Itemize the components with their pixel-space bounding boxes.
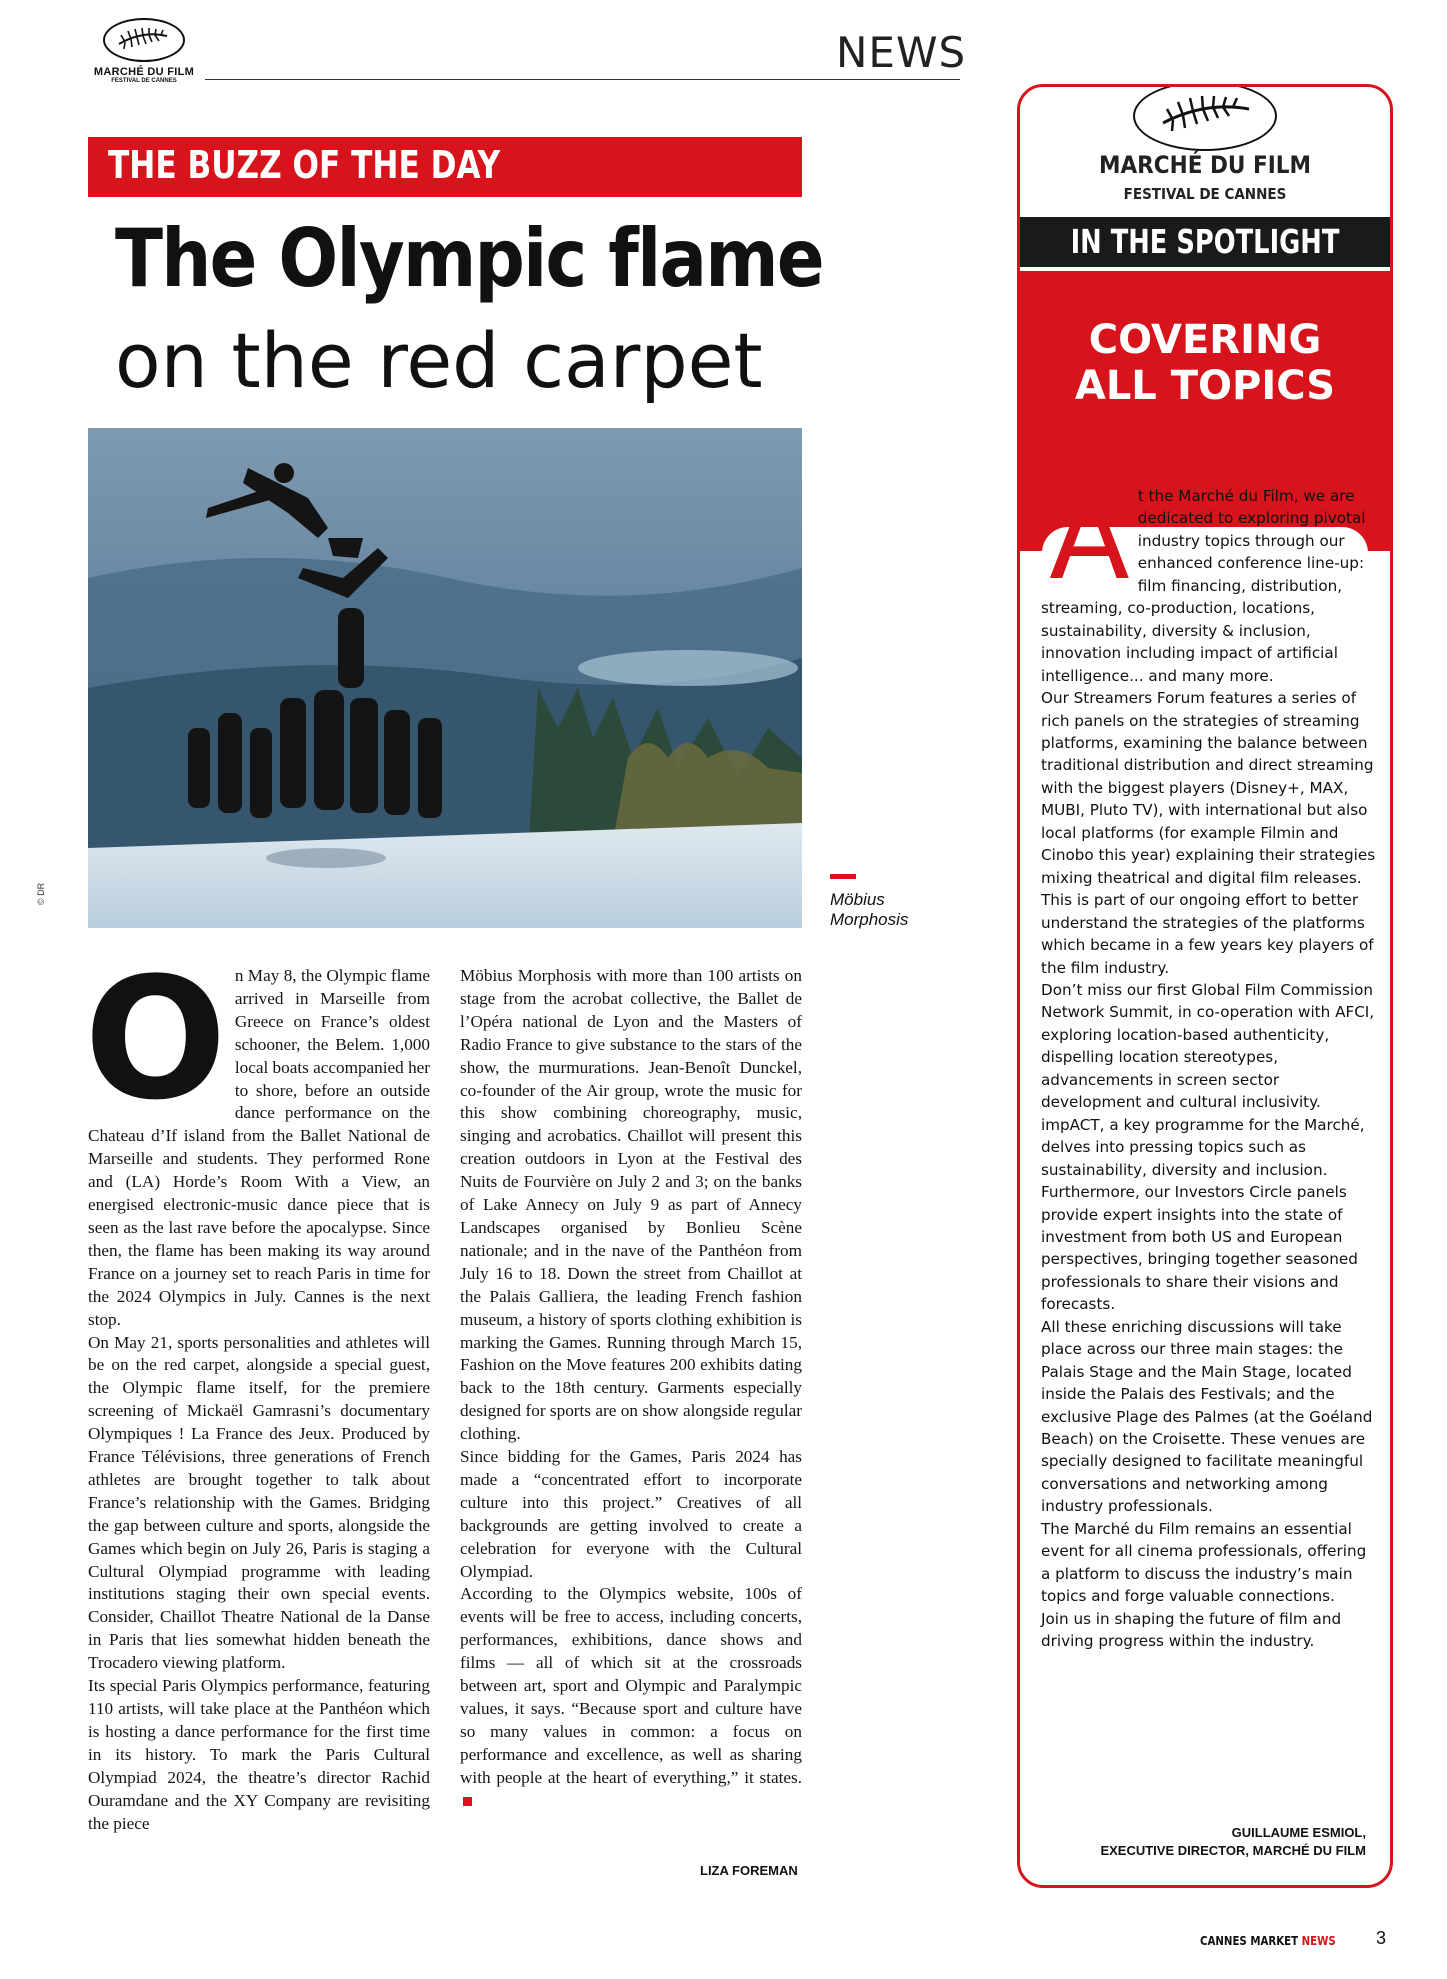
kicker-bar (88, 137, 802, 197)
logo-subtitle: FESTIVAL DE CANNES (111, 78, 177, 84)
article-paragraph: Since bidding for the Games, Paris 2024 has made a “concentrated effort to incorporate culture into this project.” Creatives of all backgrounds are getting involved to create a celebration for everyone with the Cultural Olympiad. (460, 1447, 802, 1581)
headline-secondary: on the red carpet (115, 316, 763, 405)
header-divider (205, 79, 960, 80)
sidebar-title (1020, 317, 1390, 409)
kicker-text: THE BUZZ OF THE DAY (108, 143, 501, 187)
sidebar-paragraph: Join us in shaping the future of film and driving progress within the industry. (1041, 1609, 1342, 1651)
sidebar-drop-cap: A (1049, 468, 1130, 606)
signature-name: GUILLAUME ESMIOL, (1231, 1825, 1366, 1840)
page-number: 3 (1376, 1928, 1387, 1948)
sidebar-brand: MARCHÉ DU FILM (1098, 151, 1312, 179)
section-label: NEWS (836, 28, 967, 77)
footer-publication-name: CANNES MARKET (1200, 1934, 1299, 1948)
spotlight-bar (1020, 217, 1390, 267)
sidebar-paragraph: Don’t miss our first Global Film Commission Network Summit, in co-operation with AFCI, exploring location-based authenticity, dispelling location stereotypes, advancements in screen sector development and cultural inclusivity. (1041, 980, 1375, 1112)
article-paragraph: Möbius Morphosis with more than 100 artists on stage from the acrobat collective, the Ballet de l’Opéra national de Lyon and the Masters of Radio France to give substance to the stars of the show, the murmurations. Jean-Benoît Dunckel, co-founder of the Air group, wrote the music for this show combining choreography, music, singing and acrobatics. Chaillot will present this creation outdoors in Lyon at the Festival des Nuits de Fourvière on July 2 and 3; on the banks of Lake Annecy on July 9 as part of Annecy Landscapes organised by Bonlieu Scène nationale; and in the nave of the Panthéon from July 16 to 18. Down the street from Chaillot at the Palais Galliera, the leading French fashion museum, a history of sports clothing exhibition is marking the Games. Running through March 15, Fashion on the Move features 200 exhibits dating back to the 18th century. Garments especially designed for sports are on show alongside regular clothing. (460, 966, 802, 1444)
article-paragraph: Its special Paris Olympics performance, featuring 110 artists, will take place at the Panthéon which is hosting a dance performance for the first time in its history. To mark the Paris Cultural Olympiad 2024, the theatre’s director Rachid Ouramdane and the XY Company are revisiting the piece (88, 1676, 430, 1833)
sidebar-paragraph: All these enriching discussions will take place across our three main stages: the Palais Stage and the Main Stage, located inside the Palais des Festivals; and the exclusive Plage des Palmes (at the Goéland Beach) on the Croisette. These venues are specially designed to facilitate meaningful conversations and networking among industry professionals. (1041, 1317, 1373, 1516)
article-column-2 (460, 965, 802, 1813)
article-paragraph: On May 21, sports personalities and athletes will be on the red carpet, alongside a special guest, the Olympic flame itself, for the premiere screening of Mickaël Gamrasni’s documentary Olympiques ! La France des Jeux. Produced by France Télévisions, three generations of French athletes are brought together to talk about France’s relationship with the Games. Bridging the gap between culture and sports, alongside the Games which begin on July 26, Paris is staging a Cultural Olympiad programme with leading institutions staging their own special events. Consider, Chaillot Theatre National de la Danse in Paris that lies somewhat hidden beneath the Trocadero viewing platform. (88, 1332, 430, 1673)
spotlight-label: IN THE SPOTLIGHT (1070, 222, 1340, 261)
photo-credit: © DR (36, 882, 46, 905)
end-mark-icon (463, 1797, 472, 1806)
sidebar-paragraph: impACT, a key programme for the Marché, delves into pressing topics such as sustainability, diversity and inclusion. Furthermore, our Investors Circle panels provide expert insights into the state of investment from both US and European perspectives, bringing together seasoned professionals to share their visions and forecasts. (1041, 1115, 1365, 1314)
photo-caption: Möbius Morphosis (830, 890, 909, 929)
sidebar-logo (1020, 87, 1390, 151)
sidebar-festival: FESTIVAL DE CANNES (1123, 185, 1287, 203)
palm-emblem-icon (103, 18, 185, 62)
article-paragraph: n May 8, the Olympic flame arrived in Marseille from Greece on France’s oldest schooner, the Belem. 1,000 local boats accompanied her to shore, before an outside dance performance on the Chateau d’If island from the Ballet National de Marseille and students. They performed Rone and (LA) Horde’s Room With a View, an energised electronic-music dance piece that is seen as the last rave before the apocalypse. Since then, the flame has been making its way around France on a journey set to reach Paris in time for the 2024 Olympics in July. Cannes is the next stop. (88, 966, 431, 1329)
footer-publication (1200, 1934, 1336, 1948)
sidebar-paragraph: t the Marché du Film, we are dedicated to exploring pivotal industry topics through our enhanced conference line-up: film financing, distribution, streaming, co-production, locations, sustainability, diversity & inclusion, innovation including impact of artificial intelligence... and many more. (1041, 487, 1366, 685)
headline-primary: The Olympic flame (115, 212, 823, 305)
footer-publication-accent: NEWS (1301, 1934, 1336, 1948)
spotlight-sidebar (1017, 84, 1393, 1888)
palm-emblem-icon (1133, 84, 1277, 151)
logo-brand: MARCHÉ DU FILM (93, 66, 195, 78)
article-paragraph-last (460, 1583, 802, 1812)
drop-cap: O (84, 941, 227, 1137)
sidebar-paragraph: The Marché du Film remains an essential event for all cinema professionals, offering a platform to discuss the industry’s main topics and forge valuable connections. (1041, 1519, 1367, 1606)
signature-title: EXECUTIVE DIRECTOR, MARCHÉ DU FILM (1100, 1843, 1366, 1858)
sidebar-title-line2: ALL TOPICS (1074, 363, 1336, 409)
sidebar-paragraph: Our Streamers Forum features a series of rich panels on the strategies of streaming platforms, examining the balance between traditional distribution and direct streaming with the biggest players (Disney+, MAX, MUBI, Pluto TV), with international but also local platforms (for example Filmin and Cinobo this year) explaining their strategies mixing theatrical and digital film releases. This is part of our ongoing effort to better understand the strategies of the platforms which became in a few years key players of the film industry. (1041, 689, 1376, 977)
sidebar-body (1041, 468, 1377, 1653)
sidebar-title-line1: COVERING (1088, 317, 1322, 363)
article-column-1 (84, 941, 431, 1835)
article-photo (88, 428, 802, 928)
header-logo (84, 18, 204, 84)
byline: LIZA FOREMAN (700, 1863, 798, 1878)
caption-marker (830, 874, 856, 879)
article-paragraph-text: According to the Olympics website, 100s of events will be free to access, including concerts, performances, exhibitions, dance shows and films — all of which sit at the crossroads between art, sport and Olympic and Paralympic values, it says. “Because sport and culture have so many values in common: a focus on performance and excellence, as well as sharing with people at the heart of everything,” it states. (460, 1584, 802, 1787)
